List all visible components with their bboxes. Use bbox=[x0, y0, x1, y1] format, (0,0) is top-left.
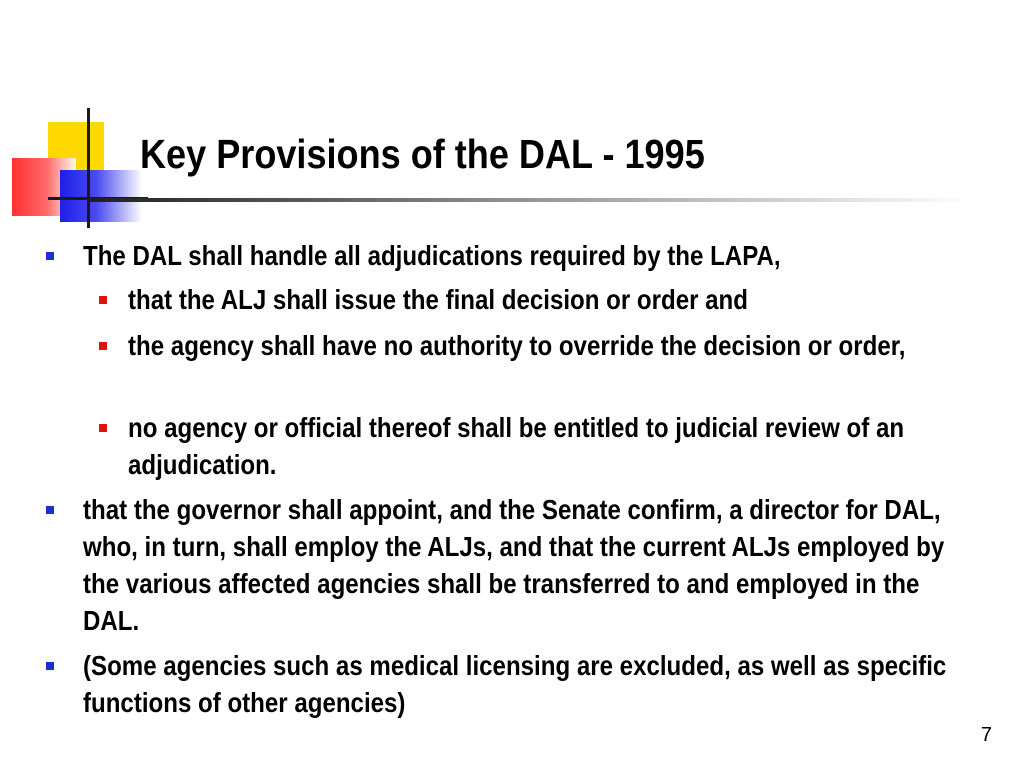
bullet-text: that the governor shall appoint, and the Senate confirm, a director for DAL, who, in turn, shall employ the ALJs, and that the current ALJs employed by the various affected agencies shall be transferred to and employed in the DAL. bbox=[83, 494, 945, 636]
sub-bullet-item bbox=[128, 327, 1024, 364]
bullet-item bbox=[83, 647, 1024, 721]
bullet-text: The DAL shall handle all adjudications required by the LAPA, bbox=[83, 240, 781, 271]
square-bullet-icon bbox=[46, 662, 54, 670]
square-bullet-icon bbox=[46, 252, 54, 260]
sub-bullet-item bbox=[128, 409, 1024, 483]
decorative-logo bbox=[0, 100, 150, 230]
square-bullet-icon bbox=[46, 506, 54, 514]
sub-bullet-item bbox=[128, 281, 1024, 318]
title-underline bbox=[90, 198, 970, 202]
logo-vertical-line bbox=[87, 108, 90, 228]
square-bullet-icon bbox=[99, 342, 107, 350]
bullet-text: no agency or official thereof shall be entitled to judicial review of an adjudication. bbox=[128, 412, 905, 480]
bullet-text: that the ALJ shall issue the final decision or order and bbox=[128, 284, 748, 315]
bullet-item bbox=[83, 491, 1024, 639]
bullet-text: the agency shall have no authority to override the decision or order, bbox=[128, 330, 906, 361]
bullet-text: (Some agencies such as medical licensing are excluded, as well as specific functions of other agencies) bbox=[83, 650, 947, 718]
square-bullet-icon bbox=[99, 296, 107, 304]
logo-blue-square bbox=[60, 170, 142, 222]
slide-title: Key Provisions of the DAL - 1995 bbox=[140, 131, 705, 177]
bullet-item bbox=[83, 237, 1024, 274]
page-number: 7 bbox=[980, 724, 992, 746]
square-bullet-icon bbox=[99, 424, 107, 432]
